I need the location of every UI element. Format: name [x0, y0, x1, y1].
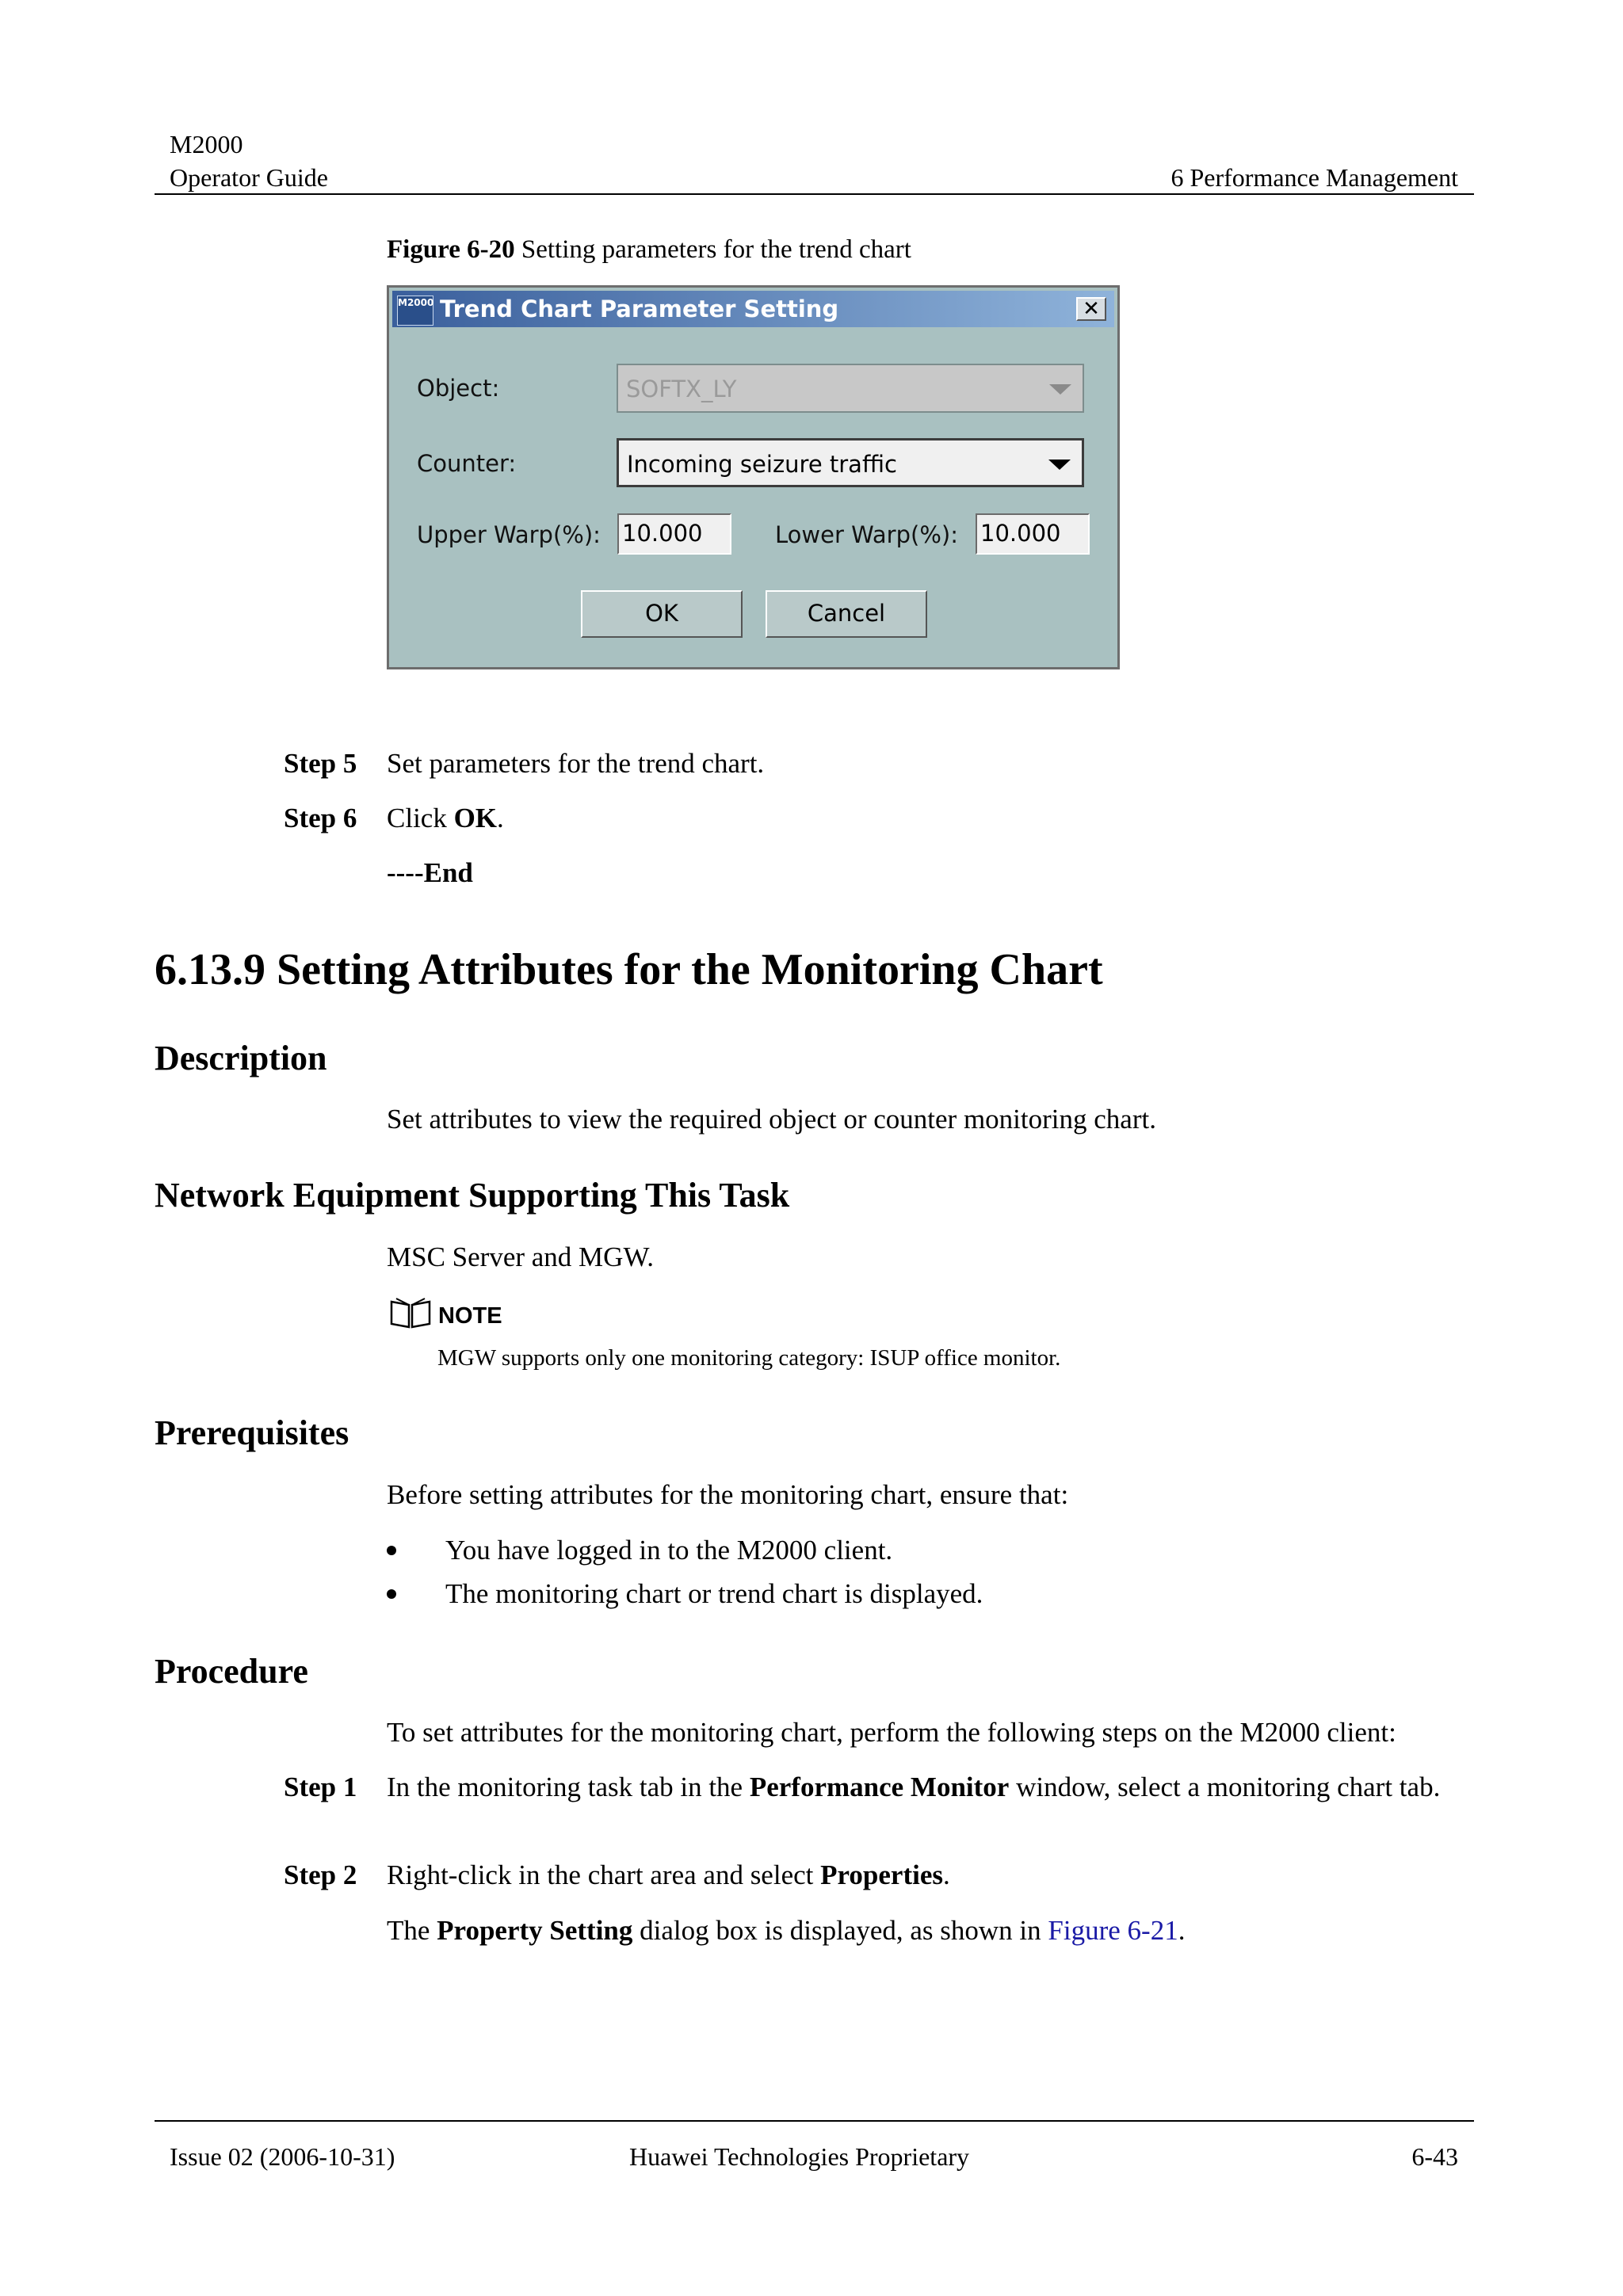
step2-label: Step 2 [284, 1859, 357, 1890]
description-heading: Description [155, 1039, 327, 1077]
m2000-logo-icon [397, 296, 433, 326]
step1-post: window, select a monitoring chart tab. [1009, 1772, 1441, 1802]
step2-bold: Properties [820, 1859, 943, 1890]
header-product: M2000 [170, 130, 243, 158]
chevron-down-icon [1048, 460, 1071, 470]
counter-value: Incoming seizure traffic [627, 451, 897, 478]
step5-label: Step 5 [284, 748, 357, 779]
lower-warp-label: Lower Warp(%): [775, 521, 958, 548]
step2-sub-mid: dialog box is displayed, as shown in [632, 1915, 1048, 1946]
step1-pre: In the monitoring task tab in the [387, 1772, 750, 1802]
prerequisites-intro: Before setting attributes for the monitoring chart, ensure that: [387, 1479, 1069, 1510]
figure-caption-label: Figure 6-20 [387, 235, 515, 264]
step2-subtext [387, 1914, 1465, 1947]
footer-rule [155, 2120, 1474, 2122]
trend-chart-dialog [387, 285, 1120, 669]
cancel-button[interactable]: Cancel [766, 590, 927, 638]
header-doc: Operator Guide [170, 163, 328, 192]
figure-caption-text: Setting parameters for the trend chart [514, 235, 911, 264]
step2-sub-post: . [1178, 1915, 1186, 1946]
prerequisites-heading: Prerequisites [155, 1413, 349, 1452]
footer-issue: Issue 02 (2006-10-31) [170, 2142, 395, 2171]
footer-company: Huawei Technologies Proprietary [629, 2142, 970, 2171]
step1-text [387, 1771, 1449, 1804]
ok-button[interactable]: OK [581, 590, 743, 638]
step1-label: Step 1 [284, 1772, 357, 1802]
step1-bold: Performance Monitor [749, 1772, 1010, 1802]
book-icon [388, 1297, 433, 1329]
procedure-intro: To set attributes for the monitoring chart, perform the following steps on the M2000 client: [387, 1717, 1396, 1748]
object-combo [617, 364, 1084, 413]
step2-sub-bold: Property Setting [437, 1915, 633, 1946]
dialog-title-bar [392, 291, 1114, 327]
lower-warp-input[interactable]: 10.000 [976, 513, 1090, 555]
counter-label: Counter: [417, 450, 517, 477]
end-mark: ----End [387, 857, 473, 888]
procedure-heading: Procedure [155, 1652, 308, 1691]
object-label: Object: [417, 375, 500, 402]
figure-caption [387, 233, 911, 266]
note-text: MGW supports only one monitoring category: ISUP office monitor. [437, 1345, 1061, 1371]
counter-combo[interactable] [617, 438, 1084, 487]
equipment-heading: Network Equipment Supporting This Task [155, 1176, 790, 1215]
upper-warp-input[interactable]: 10.000 [617, 513, 731, 555]
step6-text [387, 802, 1465, 835]
section-title: 6.13.9 Setting Attributes for the Monitoring Chart [155, 945, 1103, 994]
dialog-logo-text: M2000 [398, 297, 434, 308]
close-button[interactable] [1076, 297, 1106, 321]
note-label: NOTE [438, 1303, 502, 1329]
step2-text [387, 1859, 1465, 1892]
dialog-title: Trend Chart Parameter Setting [440, 296, 839, 322]
close-icon: ✕ [1083, 297, 1100, 321]
header-rule [155, 193, 1474, 195]
step6-label: Step 6 [284, 803, 357, 833]
upper-warp-label: Upper Warp(%): [417, 521, 601, 548]
list-item-text: The monitoring chart or trend chart is displayed. [445, 1578, 983, 1609]
bullet-icon [387, 1589, 396, 1599]
step2-pre: Right-click in the chart area and select [387, 1859, 821, 1890]
figure-6-21-link[interactable]: Figure 6-21 [1048, 1915, 1178, 1946]
header-chapter: 6 Performance Management [1170, 163, 1458, 192]
list-item-text: You have logged in to the M2000 client. [445, 1535, 893, 1566]
bullet-icon [387, 1546, 396, 1555]
equipment-text: MSC Server and MGW. [387, 1241, 655, 1272]
footer-page: 6-43 [1411, 2142, 1458, 2171]
chevron-down-icon [1049, 384, 1071, 395]
step2-post: . [942, 1859, 950, 1890]
step6-post: . [497, 803, 504, 833]
step6-pre: Click [387, 803, 454, 833]
step6-bold: OK [453, 803, 498, 833]
description-text: Set attributes to view the required object or counter monitoring chart. [387, 1104, 1156, 1135]
step5-text: Set parameters for the trend chart. [387, 748, 765, 779]
object-value: SOFTX_LY [626, 376, 737, 402]
step2-sub-pre: The [387, 1915, 437, 1946]
